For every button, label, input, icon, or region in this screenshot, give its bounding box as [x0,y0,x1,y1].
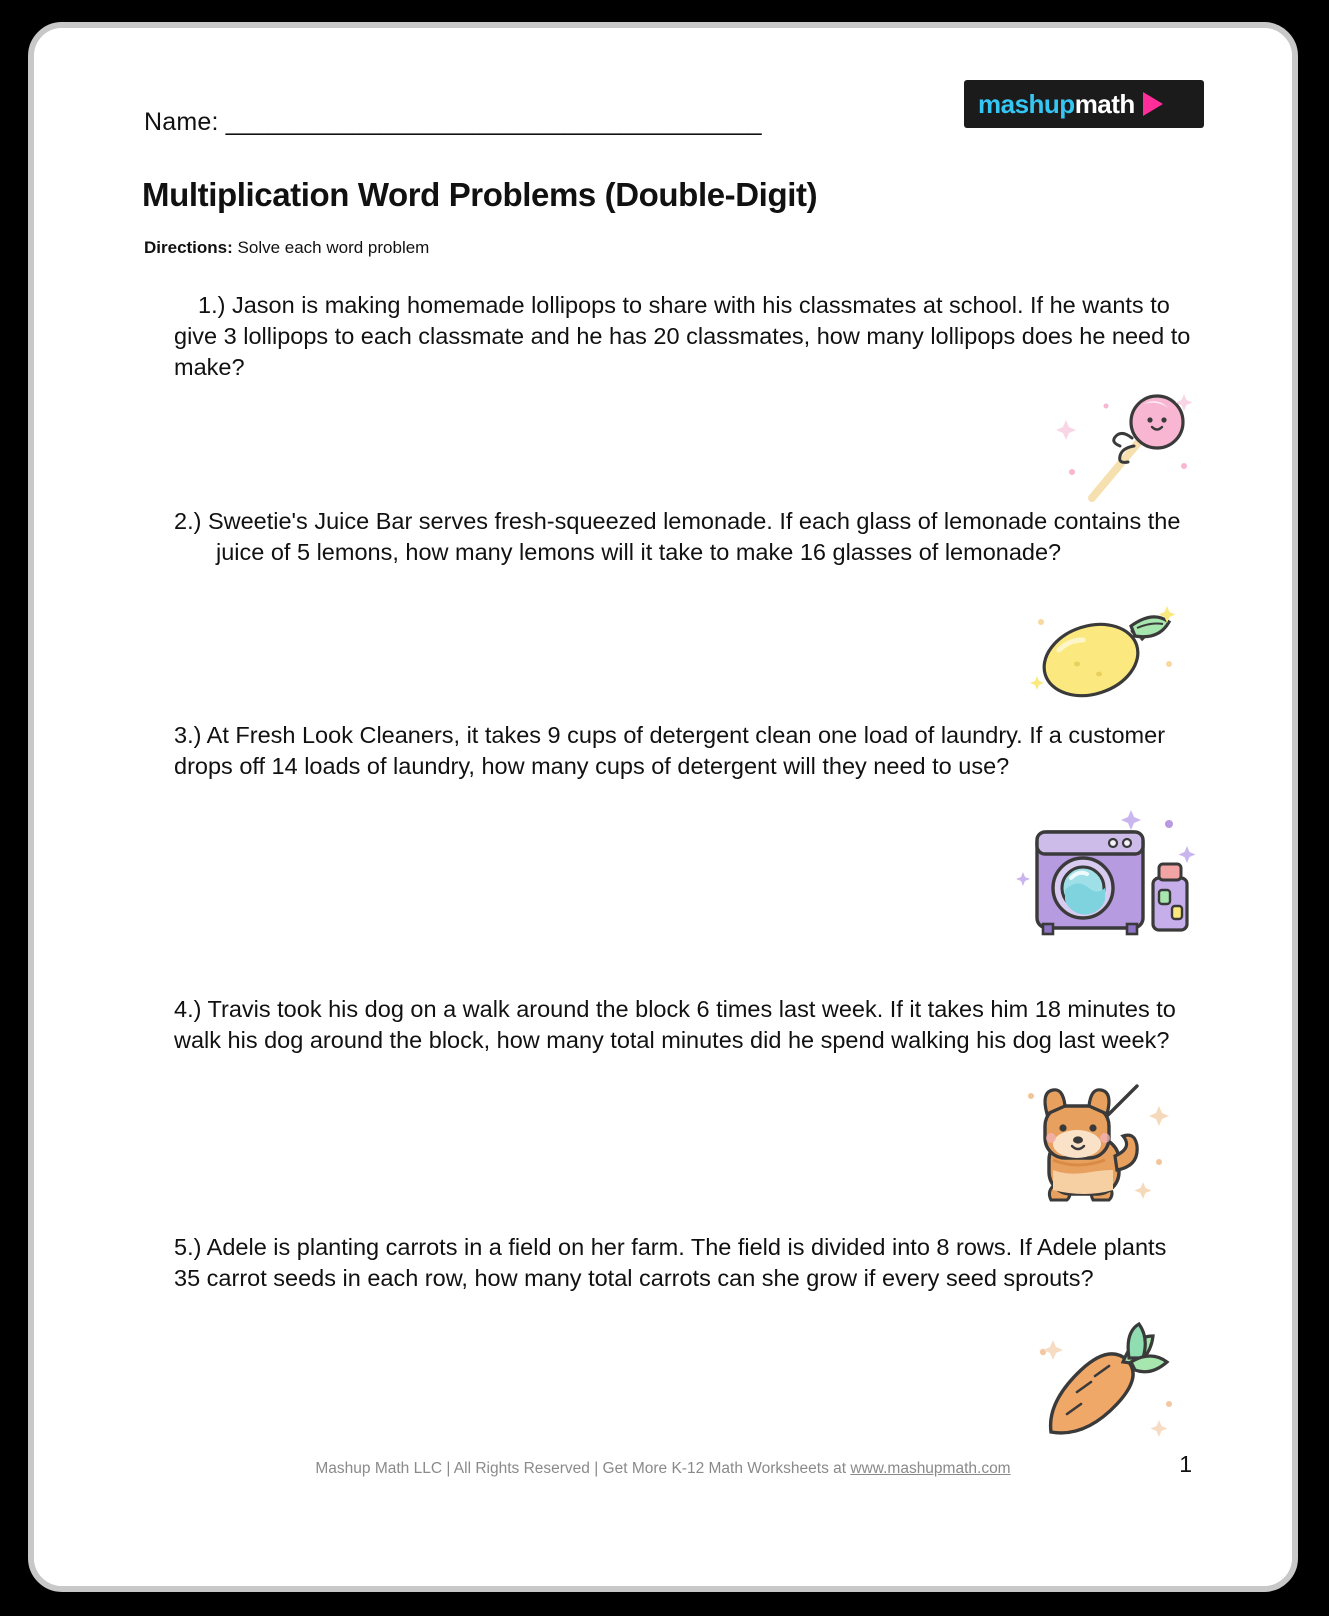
logo-mash-text: mashup [978,88,1075,119]
name-field-label: Name: ______________________________________ [144,108,762,136]
lollipop-icon [1044,380,1204,520]
directions-line [144,238,429,258]
directions-text: Solve each word problem [232,238,430,257]
footer-text: Mashup Math LLC | All Rights Reserved | Get More K-12 Math Worksheets at [315,1460,851,1477]
page-number: 1 [1179,1451,1192,1477]
problem-item: 5.) Adele is planting carrots in a field on her farm. The field is divided into 8 rows. If Adele plants 35 carrot seeds in each row, how many total carrots can she grow if every seed sprouts? [174,1234,1167,1292]
problem-item: 3.) At Fresh Look Cleaners, it takes 9 cups of detergent clean one load of laundry. If a customer drops off 14 loads of laundry, how many cups of detergent will they need to use? [174,722,1166,780]
worksheet-content [34,28,1292,1586]
page-title: Multiplication Word Problems (Double-Digit) [142,176,818,213]
logo-wordmark [978,89,1135,120]
problem-item: 4.) Travis took his dog on a walk around the block 6 times last week. If it takes him 18 minutes to walk his dog around the block, how many total minutes did he spend walking his dog last week? [174,996,1176,1054]
worksheet-page [28,22,1298,1592]
directions-label: Directions: [144,238,233,257]
dog-icon [1009,1066,1189,1216]
logo-math-text: math [1074,88,1135,119]
play-triangle-icon [1143,92,1163,116]
mashup-math-logo [964,80,1204,128]
footer [34,1460,1292,1478]
carrot-icon [1019,1318,1189,1453]
problem-item: 2.) Sweetie's Juice Bar serves fresh-squeezed lemonade. If each glass of lemonade contains the juice of 5 lemons, how many lemons will it take to make 16 glasses of lemonade? [174,508,1181,566]
washing-machine-icon [1009,794,1204,949]
problem-item: 1.) Jason is making homemade lollipops to share with his classmates at school. If he wants to give 3 lollipops to each classmate and he has 20 classmates, how many lollipops does he need to make? [174,292,1191,381]
lemon-icon [1019,588,1189,708]
footer-link[interactable]: www.mashupmath.com [850,1460,1011,1477]
